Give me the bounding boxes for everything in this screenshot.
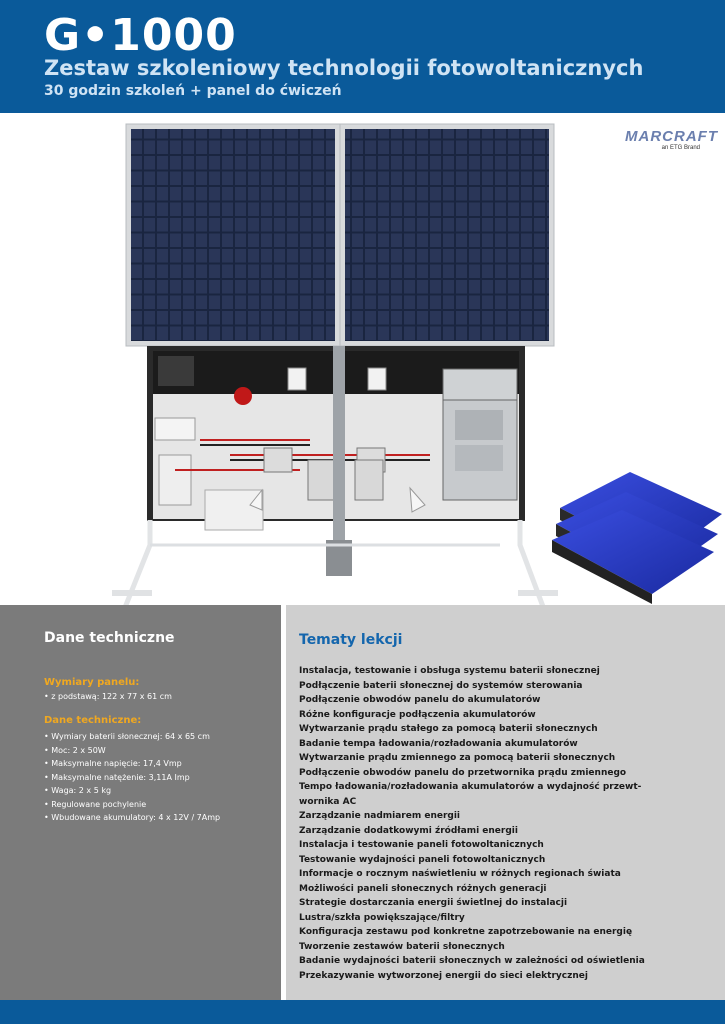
list-item: Przekazywanie wytworzonej energii do sieci elektrycznej bbox=[299, 970, 588, 981]
topics-section-title: Tematy lekcji bbox=[299, 632, 403, 648]
list-item: Zarządzanie dodatkowymi źródłami energii bbox=[299, 825, 518, 836]
list-item: Instalacja, testowanie i obsługa systemu baterii słonecznej bbox=[299, 666, 600, 676]
list-item: Instalacja i testowanie paneli fotowoltanicznych bbox=[299, 840, 544, 850]
solar-panel-right bbox=[340, 124, 554, 346]
header-banner bbox=[0, 0, 725, 113]
tech-data-list bbox=[44, 730, 220, 825]
ac-outlet-right bbox=[355, 448, 385, 500]
list-item: Strategie dostarczania energii świetlnej do instalacji bbox=[299, 898, 568, 908]
product-tagline: 30 godzin szkoleń + panel do ćwiczeń bbox=[44, 83, 342, 99]
product-title: G•1000 bbox=[44, 10, 237, 61]
list-item: Wytwarzanie prądu stałego za pomocą baterii słonecznych bbox=[299, 724, 598, 734]
list-item: Podłączenie obwodów panelu do przetwornika prądu zmiennego bbox=[299, 767, 627, 778]
solar-panel-left bbox=[126, 124, 340, 346]
list-item: • z podstawą: 122 x 77 x 61 cm bbox=[44, 692, 172, 701]
list-item: Podłączenie baterii słonecznej do systemów sterowania bbox=[299, 680, 583, 691]
list-item: • Regulowane pochylenie bbox=[44, 799, 147, 809]
list-item: Lustra/szkła powiększające/filtry bbox=[299, 912, 465, 923]
panel-dimensions-list bbox=[44, 690, 172, 704]
product-subtitle: Zestaw szkoleniowy technologii fotowoltanicznych bbox=[44, 56, 644, 80]
logo-subtitle: an ETG Brand bbox=[661, 145, 700, 151]
list-item: Tempo ładowania/rozładowania akumulatorów a wydajność przewt- bbox=[299, 782, 642, 792]
logo-brand: MARCRAFT bbox=[625, 128, 718, 145]
list-item: Konfiguracja zestawu pod konkretne zapotrzebowanie na energię bbox=[299, 927, 633, 937]
topics-list bbox=[299, 664, 645, 983]
list-item: Zarządzanie nadmiarem energii bbox=[299, 811, 461, 821]
marcraft-logo bbox=[592, 128, 718, 151]
list-item: Tworzenie zestawów baterii słonecznych bbox=[299, 941, 505, 952]
list-item: • Maksymalne natężenie: 3,11A Imp bbox=[44, 772, 190, 782]
list-item: Testowanie wydajności paneli fotowoltanicznych bbox=[299, 854, 546, 865]
list-item: wornika AC bbox=[299, 796, 357, 807]
list-item: Badanie tempa ładowania/rozładowania akumulatorów bbox=[299, 738, 578, 749]
list-item: Podłączenie obwodów panelu do akumulatorów bbox=[299, 695, 541, 705]
list-item: Różne konfiguracje podłączenia akumulatorów bbox=[299, 709, 536, 720]
panel-dimensions-heading: Wymiary panelu: bbox=[44, 677, 140, 688]
list-item: Możliwości paneli słonecznych różnych generacji bbox=[299, 883, 547, 894]
list-item: • Maksymalne napięcie: 17,4 Vmp bbox=[44, 759, 182, 768]
product-photo bbox=[0, 113, 725, 605]
footer-bar bbox=[0, 1000, 725, 1024]
list-item: • Wymiary baterii słonecznej: 64 x 65 cm bbox=[44, 732, 210, 741]
tech-data-heading: Dane techniczne: bbox=[44, 715, 142, 726]
list-item: Wytwarzanie prądu zmiennego za pomocą baterii słonecznych bbox=[299, 753, 616, 763]
tech-section-title: Dane techniczne bbox=[44, 630, 175, 646]
list-item: • Waga: 2 x 5 kg bbox=[44, 786, 112, 795]
list-item: Informacje o rocznym naświetleniu w różnych regionach świata bbox=[299, 869, 621, 879]
solar-trainer-illustration bbox=[0, 113, 725, 605]
list-item: • Moc: 2 x 50W bbox=[44, 745, 106, 755]
list-item: Badanie wydajności baterii słonecznych w zależności od oświetlenia bbox=[299, 956, 645, 966]
list-item: • Wbudowane akumulatory: 4 x 12V / 7Amp bbox=[44, 813, 221, 822]
training-binders-image bbox=[552, 472, 722, 604]
